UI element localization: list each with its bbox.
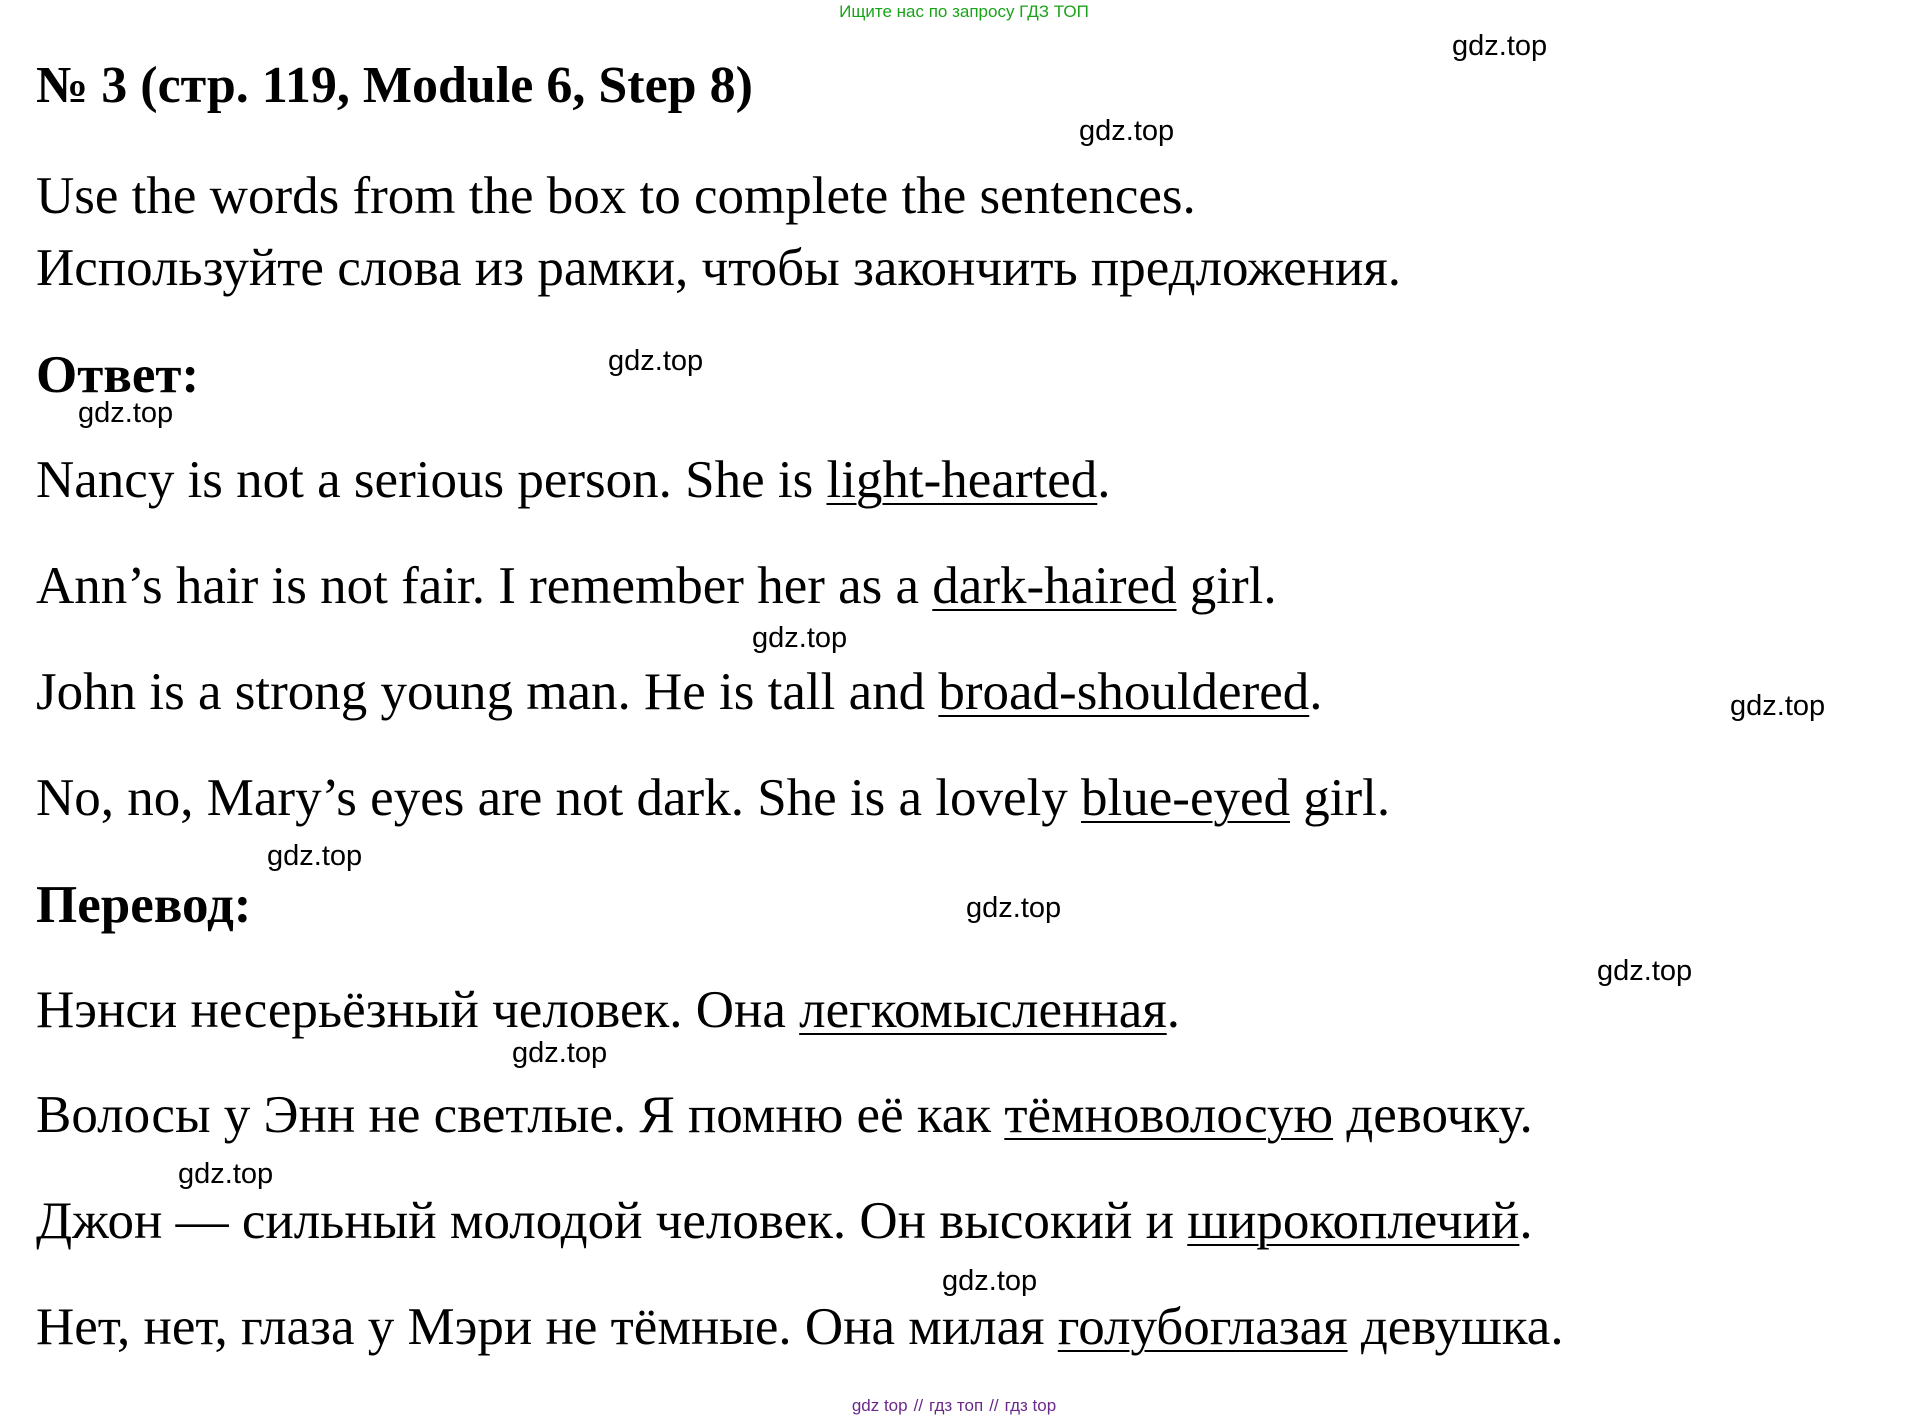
answer-sentence-3: John is a strong young man. He is tall and broad-shouldered. [36, 663, 1323, 721]
watermark: gdz.top [608, 345, 704, 377]
translation-word: легкомысленная [799, 981, 1167, 1039]
watermark: gdz.top [1597, 955, 1693, 987]
watermark: gdz.top [1452, 30, 1548, 62]
watermark: gdz.top [1079, 115, 1175, 147]
instruction-en: Use the words from the box to complete the sentences. [36, 167, 1196, 225]
translation-word: голубоглазая [1057, 1298, 1348, 1356]
watermark: gdz.top [942, 1265, 1038, 1297]
footer-link[interactable]: гдз топ [929, 1396, 984, 1415]
translation-word: широкоплечий [1187, 1192, 1520, 1250]
watermark: gdz.top [178, 1158, 274, 1190]
footer-links: gdz top // гдз топ // гдз top [851, 1396, 1057, 1415]
watermark: gdz.top [1730, 690, 1826, 722]
watermark: gdz.top [267, 840, 363, 872]
answer-sentence-2: Ann’s hair is not fair. I remember her as a dark-haired girl. [36, 557, 1277, 615]
translation-sentence-2: Волосы у Энн не светлые. Я помню её как тёмноволосую девочку. [36, 1086, 1533, 1144]
answer-word: blue-eyed [1081, 769, 1290, 827]
translation-sentence-4: Нет, нет, глаза у Мэри не тёмные. Она милая голубоглазая девушка. [36, 1298, 1564, 1356]
page-title: № 3 (стр. 119, Module 6, Step 8) [36, 57, 753, 114]
answer-heading: Ответ: [36, 346, 200, 404]
answer-sentence-1: Nancy is not a serious person. She is light-hearted. [36, 451, 1111, 509]
footer-link[interactable]: гдз top [1004, 1396, 1057, 1415]
answer-word: dark-haired [932, 557, 1177, 615]
answer-word: broad-shouldered [938, 663, 1310, 721]
translation-heading: Перевод: [36, 876, 252, 934]
watermark: gdz.top [752, 622, 848, 654]
translation-sentence-1: Нэнси несерьёзный человек. Она легкомысленная. [36, 981, 1180, 1039]
top-banner: Ищите нас по запросу ГДЗ ТОП [839, 2, 1089, 21]
translation-sentence-3: Джон — сильный молодой человек. Он высокий и широкоплечий. [36, 1192, 1533, 1250]
answer-sentence-4: No, no, Mary’s eyes are not dark. She is a lovely blue-eyed girl. [36, 769, 1391, 827]
footer-link[interactable]: gdz top [851, 1396, 908, 1415]
translation-word: тёмноволосую [1004, 1086, 1334, 1144]
watermark: gdz.top [966, 892, 1062, 924]
watermark: gdz.top [78, 397, 174, 429]
answer-word: light-hearted [826, 451, 1098, 509]
watermark: gdz.top [512, 1037, 608, 1069]
instruction-ru: Используйте слова из рамки, чтобы закончить предложения. [36, 239, 1402, 297]
